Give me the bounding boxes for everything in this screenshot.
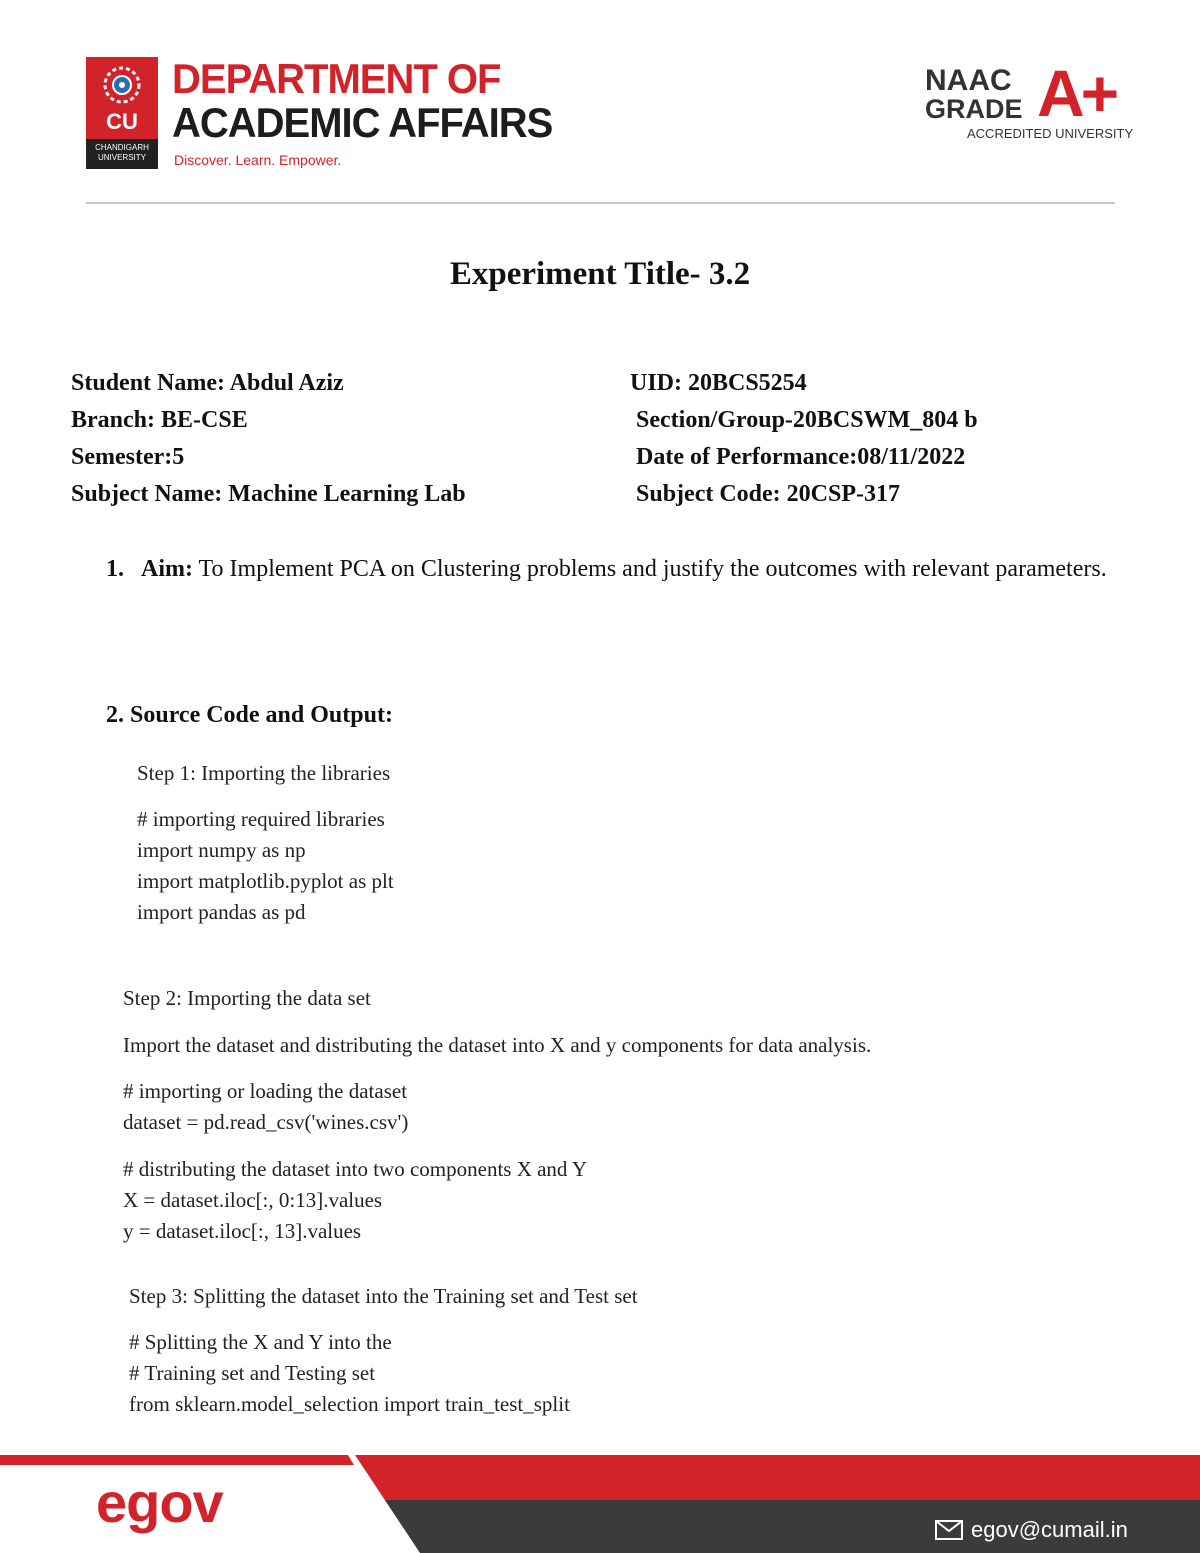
step3-title: Step 3: Splitting the dataset into the Training set and Test set [129,1284,638,1308]
aim-label: Aim: [141,556,193,582]
aim-section [106,551,1126,588]
section2-heading: 2. Source Code and Output: [106,702,393,728]
aim-text: To Implement PCA on Clustering problems and justify the outcomes with relevant parameters. [192,556,1107,582]
step2-description: Import the dataset and distributing the dataset into X and y components for data analysis. [123,1033,872,1057]
accredited-label: ACCREDITED UNIVERSITY [967,126,1134,141]
subject-name: Subject Name: Machine Learning Lab [71,481,466,507]
step2-code-split: # distributing the dataset into two components X and Y X = dataset.iloc[:, 0:13].values y = dataset.iloc[:, 13].values [123,1157,588,1243]
subject-code: Subject Code: 20CSP-317 [636,481,900,507]
footer-contact [935,1517,1128,1543]
step1-title: Step 1: Importing the libraries [137,761,391,785]
uid: UID: 20BCS5254 [630,370,807,396]
semester: Semester:5 [71,444,185,470]
footer-red-edge [0,1455,360,1465]
university-logo [86,57,158,169]
step2-title: Step 2: Importing the data set [123,986,371,1010]
university-emblem-icon [100,63,144,107]
page-header [0,0,1200,205]
logo-abbreviation: CU [106,109,138,134]
aim-number: 1. [106,556,124,582]
branch: Branch: BE-CSE [71,407,248,433]
page-footer [0,1455,1200,1553]
header-divider [86,202,1115,204]
mail-icon [935,1520,963,1540]
experiment-title: Experiment Title- 3.2 [449,256,751,292]
naac-badge [925,56,1134,146]
egov-logo: egov [96,1471,223,1534]
student-name: Student Name: Abdul Aziz [71,370,344,396]
step2-code-load: # importing or loading the dataset dataset = pd.read_csv('wines.csv') [123,1079,409,1134]
step3-code: # Splitting the X and Y into the # Training set and Testing set from sklearn.model_selection import train_test_split [129,1330,570,1416]
section-group: Section/Group-20BCSWM_804 b [636,407,978,433]
department-title-line1: DEPARTMENT OF [172,56,501,103]
logo-subtext: CHANDIGARH UNIVERSITY [86,139,158,169]
grade-label: GRADE [925,94,1023,124]
tagline: Discover. Learn. Empower. [174,152,342,168]
date-of-performance: Date of Performance:08/11/2022 [636,444,966,470]
step1-code: # importing required libraries import numpy as np import matplotlib.pyplot as plt import pandas as pd [137,807,394,924]
footer-email[interactable]: egov@cumail.in [971,1517,1128,1542]
grade-value: A+ [1037,56,1116,130]
naac-label: NAAC [925,64,1012,97]
department-title-line2: ACADEMIC AFFAIRS [172,100,553,147]
